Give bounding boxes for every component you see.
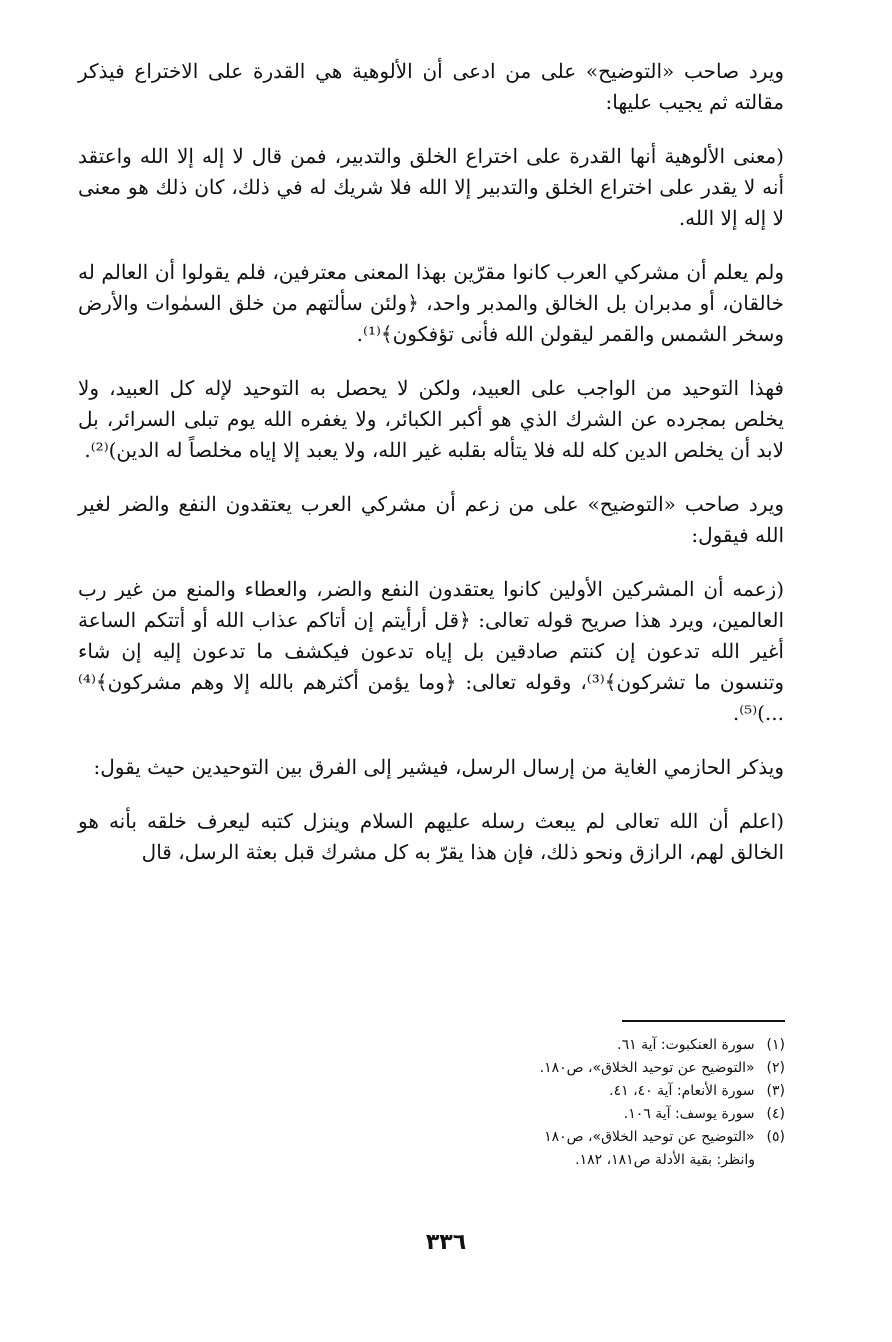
footnote-1 xyxy=(300,1034,785,1057)
footnote-4 xyxy=(300,1103,785,1126)
footnote-text: سورة العنكبوت: آية ٦١. xyxy=(617,1037,755,1053)
page-number: ٣٣٦ xyxy=(425,1230,467,1255)
paragraph-3: ولم يعلم أن مشركي العرب كانوا مقرّين بهذا المعنى معترفين، فلم يقولوا أن العالم له خالقان، أو مدبران بل الخالق والمدبر واحد، ﴿ولئن سألتهم من خلق السمٰوات والأرض وسخر الشمس والقمر ليقولن الله فأنى تؤفكون﴾⁽¹⁾. xyxy=(78,260,784,346)
footnote-text: سورة الأنعام: آية ٤٠، ٤١. xyxy=(609,1083,755,1099)
paragraph-1: ويرد صاحب «التوضيح» على من ادعى أن الألوهية هي القدرة على الاختراع فيذكر مقالته ثم يجيب عليها: xyxy=(78,59,784,114)
footnote-number: (٥) xyxy=(766,1129,785,1145)
footnote-text: سورة يوسف: آية ١٠٦. xyxy=(623,1106,755,1122)
footnote-2 xyxy=(300,1057,785,1080)
footnotes xyxy=(300,1034,785,1172)
footnote-5 xyxy=(300,1126,785,1149)
footnote-number: (٣) xyxy=(766,1083,785,1099)
main-text xyxy=(78,56,784,891)
footnote-5-continuation: وانظر: بقية الأدلة ص١٨١، ١٨٢. xyxy=(575,1152,755,1168)
footnote-text: «التوضيح عن توحيد الخلاق»، ص١٨٠ xyxy=(544,1129,755,1145)
paragraph-2: (معنى الألوهية أنها القدرة على اختراع الخلق والتدبير، فمن قال لا إله إلا الله واعتقد أنه لا يقدر على اختراع الخلق والتدبير إلا الله فلا شريك له في ذلك، كان ذلك هو معنى لا إله إلا الله. xyxy=(78,144,784,230)
footnote-3 xyxy=(300,1080,785,1103)
paragraph-4: فهذا التوحيد من الواجب على العبيد، ولكن لا يحصل به التوحيد لإله كل العبيد، ولا يخلص بمجرده عن الشرك الذي هو أكبر الكبائر، ولا يغفره الله يوم تبلى السرائر، بل لابد أن يخلص الدين كله لله فلا يتأله بقلبه غير الله، ولا يعبد إلا إياه مخلصاً له الدين)⁽²⁾. xyxy=(78,376,784,462)
paragraph-6: (زعمه أن المشركين الأولين كانوا يعتقدون النفع والضر، والعطاء والمنع من غير رب العالمين، ويرد هذا صريح قوله تعالى: ﴿قل أرأيتم إن أتاكم عذاب الله أو أتتكم الساعة أغير الله تدعون إن كنتم صادقين بل إياه تدعون فيكشف ما تدعون إليه إن شاء وتنسون ما تشركون﴾⁽³⁾، وقوله تعالى: ﴿وما يؤمن أكثرهم بالله إلا وهم مشركون﴾⁽⁴⁾ ...)⁽⁵⁾. xyxy=(78,577,784,725)
paragraph-8: (اعلم أن الله تعالى لم يبعث رسله عليهم السلام وينزل كتبه ليعرف خلقه بأنه هو الخالق لهم، الرازق ونحو ذلك، فإن هذا يقرّ به كل مشرك قبل بعثة الرسل، قال xyxy=(78,809,784,864)
footnote-number: (٢) xyxy=(766,1060,785,1076)
footnote-separator xyxy=(622,1020,785,1022)
footnote-text: «التوضيح عن توحيد الخلاق»، ص١٨٠. xyxy=(539,1060,755,1076)
paragraph-7: ويذكر الحازمي الغاية من إرسال الرسل، فيشير إلى الفرق بين التوحيدين حيث يقول: xyxy=(93,755,784,779)
footnote-number: (٤) xyxy=(766,1106,785,1122)
paragraph-5: ويرد صاحب «التوضيح» على من زعم أن مشركي العرب يعتقدون النفع والضر لغير الله فيقول: xyxy=(78,492,784,547)
footnote-number: (١) xyxy=(766,1037,785,1053)
